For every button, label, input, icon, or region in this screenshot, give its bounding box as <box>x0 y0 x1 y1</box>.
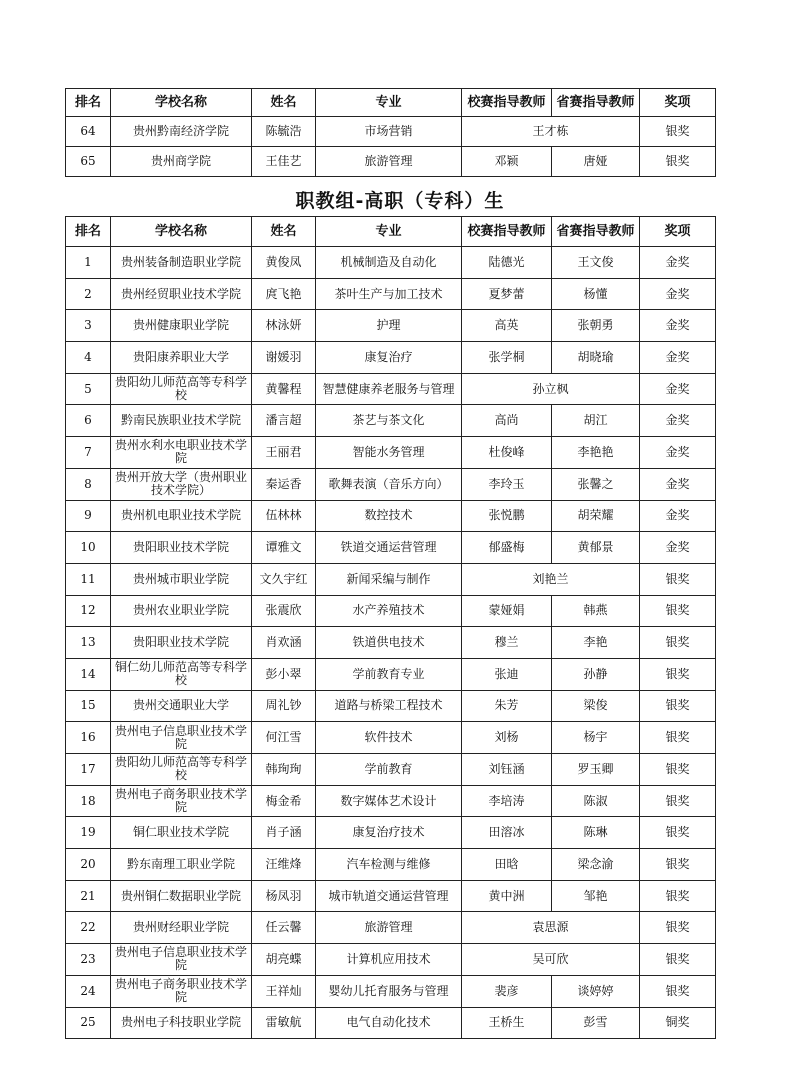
school-advisor-cell: 张悦鹏 <box>462 500 552 532</box>
table-row <box>66 627 716 659</box>
table-row <box>66 468 716 500</box>
table-row <box>66 849 716 881</box>
school-advisor-cell: 郁盛梅 <box>462 532 552 564</box>
advisor-cell: 袁思源 <box>462 912 640 944</box>
header-award: 奖项 <box>640 89 716 117</box>
table-row <box>66 785 716 817</box>
school-cell: 贵阳康养职业大学 <box>111 342 252 374</box>
name-cell: 伍林林 <box>252 500 316 532</box>
name-cell: 谢媛羽 <box>252 342 316 374</box>
school-cell: 贵州电子信息职业技术学院 <box>111 722 252 754</box>
province-advisor-cell: 胡晓瑜 <box>552 342 640 374</box>
name-cell: 黄俊凤 <box>252 247 316 279</box>
rank-cell: 65 <box>66 147 111 177</box>
school-cell: 铜仁幼儿师范高等专科学校 <box>111 658 252 690</box>
school-advisor-cell: 田晗 <box>462 849 552 881</box>
award-cell: 银奖 <box>640 595 716 627</box>
major-cell: 歌舞表演（音乐方向） <box>316 468 462 500</box>
award-cell: 银奖 <box>640 690 716 722</box>
school-cell: 贵州开放大学（贵州职业技术学院） <box>111 468 252 500</box>
rank-cell: 12 <box>66 595 111 627</box>
major-cell: 婴幼儿托育服务与管理 <box>316 975 462 1007</box>
advisor-cell: 孙立枫 <box>462 373 640 405</box>
school-advisor-cell: 高尚 <box>462 405 552 437</box>
major-cell: 城市轨道交通运营管理 <box>316 880 462 912</box>
award-cell: 银奖 <box>640 117 716 147</box>
name-cell: 林泳妍 <box>252 310 316 342</box>
school-advisor-cell: 朱芳 <box>462 690 552 722</box>
province-advisor-cell: 邹艳 <box>552 880 640 912</box>
school-advisor-cell: 张迪 <box>462 658 552 690</box>
rank-cell: 16 <box>66 722 111 754</box>
advisor-cell: 吴可欣 <box>462 944 640 976</box>
award-cell: 银奖 <box>640 754 716 786</box>
school-advisor-cell: 张学桐 <box>462 342 552 374</box>
table-row <box>66 532 716 564</box>
school-advisor-cell: 李玲玉 <box>462 468 552 500</box>
table-row <box>66 722 716 754</box>
table-row <box>66 880 716 912</box>
school-advisor-cell: 黄中洲 <box>462 880 552 912</box>
table-row <box>66 975 716 1007</box>
rank-cell: 6 <box>66 405 111 437</box>
name-cell: 王丽君 <box>252 437 316 469</box>
school-advisor-cell: 杜俊峰 <box>462 437 552 469</box>
table-row <box>66 500 716 532</box>
name-cell: 任云馨 <box>252 912 316 944</box>
rank-cell: 10 <box>66 532 111 564</box>
award-cell: 银奖 <box>640 817 716 849</box>
school-cell: 贵阳职业技术学院 <box>111 627 252 659</box>
award-cell: 银奖 <box>640 627 716 659</box>
major-cell: 数控技术 <box>316 500 462 532</box>
major-cell: 护理 <box>316 310 462 342</box>
school-cell: 贵州经贸职业技术学院 <box>111 278 252 310</box>
table-row <box>66 595 716 627</box>
header-school: 学校名称 <box>111 217 252 247</box>
school-cell: 黔南民族职业技术学院 <box>111 405 252 437</box>
rank-cell: 24 <box>66 975 111 1007</box>
rank-cell: 19 <box>66 817 111 849</box>
award-cell: 银奖 <box>640 912 716 944</box>
major-cell: 智慧健康养老服务与管理 <box>316 373 462 405</box>
award-cell: 金奖 <box>640 373 716 405</box>
major-cell: 茶艺与茶文化 <box>316 405 462 437</box>
school-advisor-cell: 刘杨 <box>462 722 552 754</box>
province-advisor-cell: 胡荣耀 <box>552 500 640 532</box>
award-cell: 金奖 <box>640 405 716 437</box>
school-advisor-cell: 陆德光 <box>462 247 552 279</box>
table-row <box>66 690 716 722</box>
name-cell: 文久宇红 <box>252 563 316 595</box>
school-cell: 贵州铜仁数据职业学院 <box>111 880 252 912</box>
province-advisor-cell: 李艳 <box>552 627 640 659</box>
name-cell: 胡亮蝶 <box>252 944 316 976</box>
name-cell: 张震欣 <box>252 595 316 627</box>
award-cell: 银奖 <box>640 722 716 754</box>
rank-cell: 9 <box>66 500 111 532</box>
rank-cell: 1 <box>66 247 111 279</box>
section-title: 职教组-高职（专科）生 <box>295 190 505 212</box>
award-cell: 银奖 <box>640 849 716 881</box>
major-cell: 旅游管理 <box>316 147 462 177</box>
header-award: 奖项 <box>640 217 716 247</box>
school-cell: 贵州电子商务职业技术学院 <box>111 975 252 1007</box>
table-body <box>66 247 716 1039</box>
header-rank: 排名 <box>66 217 111 247</box>
rank-cell: 4 <box>66 342 111 374</box>
award-cell: 银奖 <box>640 975 716 1007</box>
name-cell: 韩珣珣 <box>252 754 316 786</box>
award-cell: 金奖 <box>640 278 716 310</box>
rank-cell: 8 <box>66 468 111 500</box>
major-cell: 康复治疗技术 <box>316 817 462 849</box>
rank-cell: 5 <box>66 373 111 405</box>
school-advisor-cell: 李培涛 <box>462 785 552 817</box>
rank-cell: 21 <box>66 880 111 912</box>
school-advisor-cell: 王桥生 <box>462 1007 552 1039</box>
rank-cell: 7 <box>66 437 111 469</box>
rank-cell: 23 <box>66 944 111 976</box>
province-advisor-cell: 梁俊 <box>552 690 640 722</box>
rank-cell: 2 <box>66 278 111 310</box>
name-cell: 秦运香 <box>252 468 316 500</box>
major-cell: 康复治疗 <box>316 342 462 374</box>
province-advisor-cell: 韩燕 <box>552 595 640 627</box>
rank-cell: 17 <box>66 754 111 786</box>
rank-cell: 3 <box>66 310 111 342</box>
province-advisor-cell: 陈琳 <box>552 817 640 849</box>
province-advisor-cell: 罗玉卿 <box>552 754 640 786</box>
major-cell: 市场营销 <box>316 117 462 147</box>
school-cell: 贵阳职业技术学院 <box>111 532 252 564</box>
province-advisor-cell: 孙静 <box>552 658 640 690</box>
header-school-advisor: 校赛指导教师 <box>462 89 552 117</box>
major-cell: 学前教育 <box>316 754 462 786</box>
school-advisor-cell: 高英 <box>462 310 552 342</box>
province-advisor-cell: 梁念渝 <box>552 849 640 881</box>
header-major: 专业 <box>316 217 462 247</box>
award-cell: 金奖 <box>640 532 716 564</box>
school-cell: 贵州电子科技职业学院 <box>111 1007 252 1039</box>
school-cell: 贵州交通职业大学 <box>111 690 252 722</box>
header-rank: 排名 <box>66 89 111 117</box>
school-cell: 贵阳幼儿师范高等专科学校 <box>111 373 252 405</box>
header-school: 学校名称 <box>111 89 252 117</box>
header-name: 姓名 <box>252 217 316 247</box>
award-cell: 金奖 <box>640 247 716 279</box>
school-cell: 贵州黔南经济学院 <box>111 117 252 147</box>
name-cell: 雷敏航 <box>252 1007 316 1039</box>
province-advisor-cell: 杨懂 <box>552 278 640 310</box>
name-cell: 王佳艺 <box>252 147 316 177</box>
table-row <box>66 944 716 976</box>
name-cell: 庹飞艳 <box>252 278 316 310</box>
table-row <box>66 342 716 374</box>
major-cell: 电气自动化技术 <box>316 1007 462 1039</box>
header-major: 专业 <box>316 89 462 117</box>
school-cell: 贵州机电职业技术学院 <box>111 500 252 532</box>
table-row <box>66 405 716 437</box>
school-advisor-cell: 裴彦 <box>462 975 552 1007</box>
school-cell: 贵州农业职业学院 <box>111 595 252 627</box>
school-cell: 贵州电子商务职业技术学院 <box>111 785 252 817</box>
award-cell: 银奖 <box>640 785 716 817</box>
rank-cell: 14 <box>66 658 111 690</box>
award-cell: 金奖 <box>640 468 716 500</box>
rank-cell: 13 <box>66 627 111 659</box>
school-cell: 贵州水利水电职业技术学院 <box>111 437 252 469</box>
school-advisor-cell: 夏梦蕾 <box>462 278 552 310</box>
major-cell: 汽车检测与维修 <box>316 849 462 881</box>
award-cell: 金奖 <box>640 500 716 532</box>
name-cell: 杨凤羽 <box>252 880 316 912</box>
major-cell: 旅游管理 <box>316 912 462 944</box>
province-advisor-cell: 黄郁景 <box>552 532 640 564</box>
rank-cell: 20 <box>66 849 111 881</box>
award-cell: 银奖 <box>640 944 716 976</box>
award-cell: 银奖 <box>640 880 716 912</box>
advisor-cell: 王才栋 <box>462 117 640 147</box>
major-cell: 计算机应用技术 <box>316 944 462 976</box>
award-cell: 银奖 <box>640 563 716 595</box>
school-advisor-cell: 邓颖 <box>462 147 552 177</box>
advisor-cell: 刘艳兰 <box>462 563 640 595</box>
name-cell: 王祥灿 <box>252 975 316 1007</box>
major-cell: 智能水务管理 <box>316 437 462 469</box>
rank-cell: 18 <box>66 785 111 817</box>
major-cell: 道路与桥梁工程技术 <box>316 690 462 722</box>
name-cell: 谭雅文 <box>252 532 316 564</box>
table-row <box>66 147 716 177</box>
results-table-main <box>65 216 716 1039</box>
table-row <box>66 1007 716 1039</box>
table-row <box>66 754 716 786</box>
name-cell: 潘言超 <box>252 405 316 437</box>
table-row <box>66 373 716 405</box>
school-cell: 贵阳幼儿师范高等专科学校 <box>111 754 252 786</box>
province-advisor-cell: 彭雪 <box>552 1007 640 1039</box>
header-province-advisor: 省赛指导教师 <box>552 217 640 247</box>
major-cell: 软件技术 <box>316 722 462 754</box>
award-cell: 金奖 <box>640 310 716 342</box>
school-cell: 贵州电子信息职业技术学院 <box>111 944 252 976</box>
name-cell: 梅金希 <box>252 785 316 817</box>
name-cell: 何江雪 <box>252 722 316 754</box>
school-advisor-cell: 田溶冰 <box>462 817 552 849</box>
major-cell: 茶叶生产与加工技术 <box>316 278 462 310</box>
school-cell: 贵州商学院 <box>111 147 252 177</box>
table-header-row <box>66 217 716 247</box>
table-row <box>66 247 716 279</box>
major-cell: 新闻采编与制作 <box>316 563 462 595</box>
school-cell: 贵州健康职业学院 <box>111 310 252 342</box>
province-advisor-cell: 张朝勇 <box>552 310 640 342</box>
header-province-advisor: 省赛指导教师 <box>552 89 640 117</box>
award-cell: 铜奖 <box>640 1007 716 1039</box>
school-advisor-cell: 蒙娅娟 <box>462 595 552 627</box>
table-row <box>66 117 716 147</box>
award-cell: 银奖 <box>640 658 716 690</box>
school-cell: 黔东南理工职业学院 <box>111 849 252 881</box>
major-cell: 水产养殖技术 <box>316 595 462 627</box>
results-table-top <box>65 88 716 177</box>
province-advisor-cell: 唐娅 <box>552 147 640 177</box>
school-advisor-cell: 刘钰涵 <box>462 754 552 786</box>
table-row <box>66 437 716 469</box>
name-cell: 肖欢涵 <box>252 627 316 659</box>
name-cell: 汪维烽 <box>252 849 316 881</box>
name-cell: 肖子涵 <box>252 817 316 849</box>
name-cell: 陈毓浩 <box>252 117 316 147</box>
name-cell: 黄馨程 <box>252 373 316 405</box>
rank-cell: 11 <box>66 563 111 595</box>
province-advisor-cell: 李艳艳 <box>552 437 640 469</box>
table-row <box>66 310 716 342</box>
province-advisor-cell: 张馨之 <box>552 468 640 500</box>
table-row <box>66 563 716 595</box>
province-advisor-cell: 谈婷婷 <box>552 975 640 1007</box>
header-name: 姓名 <box>252 89 316 117</box>
rank-cell: 64 <box>66 117 111 147</box>
major-cell: 铁道供电技术 <box>316 627 462 659</box>
award-cell: 金奖 <box>640 342 716 374</box>
province-advisor-cell: 王文俊 <box>552 247 640 279</box>
table-row <box>66 817 716 849</box>
table-header-row <box>66 89 716 117</box>
major-cell: 铁道交通运营管理 <box>316 532 462 564</box>
name-cell: 彭小翠 <box>252 658 316 690</box>
table-row <box>66 912 716 944</box>
rank-cell: 15 <box>66 690 111 722</box>
major-cell: 机械制造及自动化 <box>316 247 462 279</box>
award-cell: 银奖 <box>640 147 716 177</box>
school-cell: 贵州装备制造职业学院 <box>111 247 252 279</box>
table-row <box>66 658 716 690</box>
province-advisor-cell: 胡江 <box>552 405 640 437</box>
award-cell: 金奖 <box>640 437 716 469</box>
major-cell: 数字媒体艺术设计 <box>316 785 462 817</box>
school-cell: 铜仁职业技术学院 <box>111 817 252 849</box>
rank-cell: 22 <box>66 912 111 944</box>
school-cell: 贵州财经职业学院 <box>111 912 252 944</box>
name-cell: 周礼钞 <box>252 690 316 722</box>
province-advisor-cell: 陈淑 <box>552 785 640 817</box>
table-row <box>66 278 716 310</box>
school-cell: 贵州城市职业学院 <box>111 563 252 595</box>
header-school-advisor: 校赛指导教师 <box>462 217 552 247</box>
major-cell: 学前教育专业 <box>316 658 462 690</box>
province-advisor-cell: 杨宇 <box>552 722 640 754</box>
rank-cell: 25 <box>66 1007 111 1039</box>
table-body <box>66 117 716 177</box>
school-advisor-cell: 穆兰 <box>462 627 552 659</box>
